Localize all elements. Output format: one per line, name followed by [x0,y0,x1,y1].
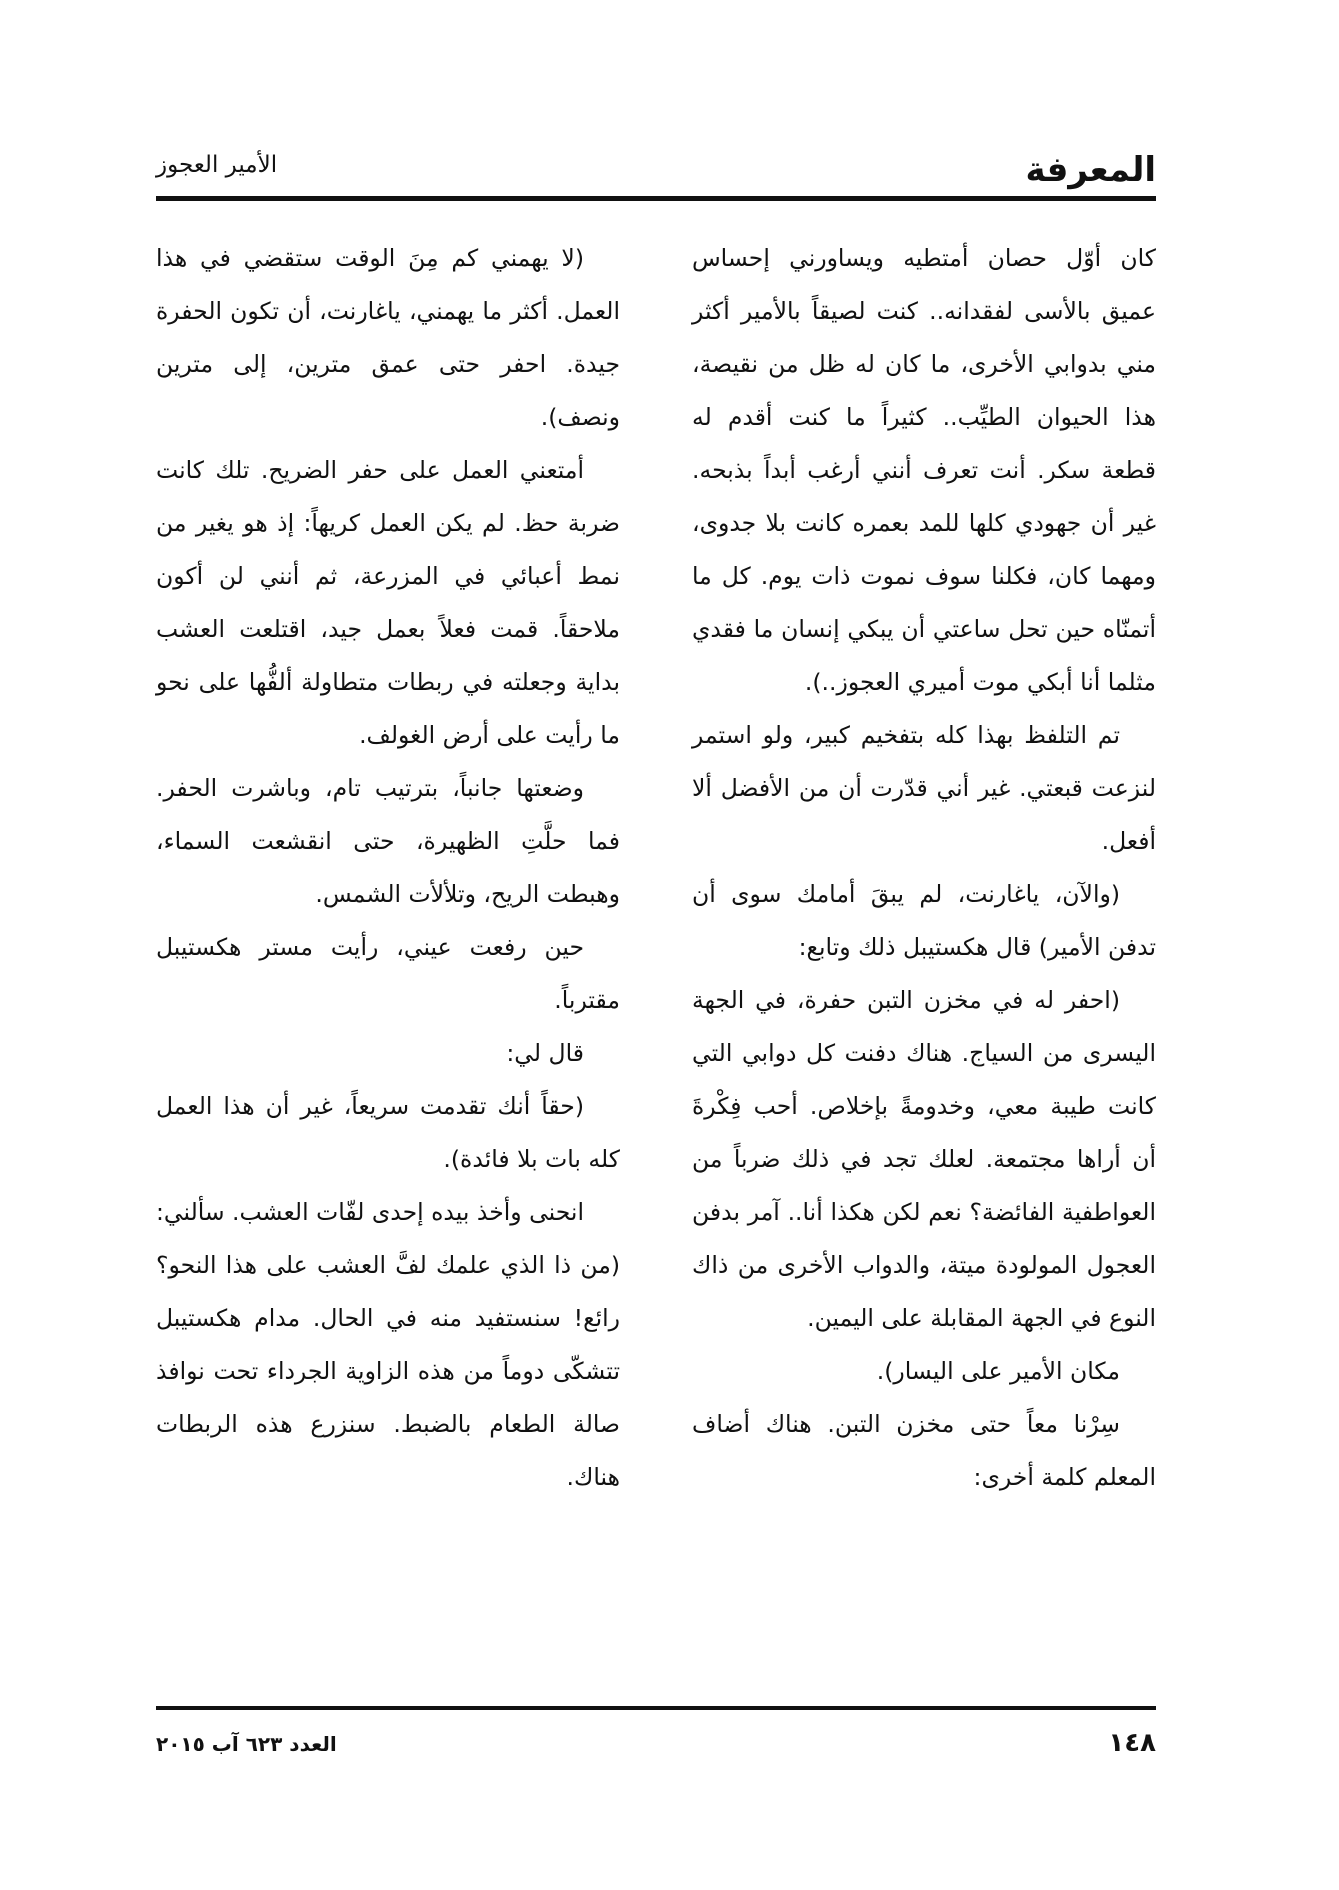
page-number: ١٤٨ [1108,1728,1156,1758]
paragraph: قال لي: [506,1039,584,1067]
paragraph: (احفر له في مخزن التبن حفرة، في الجهة اليسرى من السياج. هناك دفنت كل دوابي التي كانت طيبة معي، وخدومةً بإخلاص. أحب فِكْرةَ أن أراها مجتمعة. لعلك تجد في ذلك ضرباً من العواطفية الفائضة؟ نعم لكن هكذا أنا.. آمر بدفن العجول المولودة ميتة، والدواب الأخرى من ذاك النوع في الجهة المقابلة على اليمين. [692,986,1156,1332]
paragraph: كان أوّل حصان أمتطيه ويساورني إحساس عميق بالأسى لفقدانه.. كنت لصيقاً بالأمير أكثر مني بدوابي الأخرى، ما كان له ظل من نقيصة، هذا الحيوان الطيِّب.. كثيراً ما كنت أقدم له قطعة سكر. أنت تعرف أنني أرغب أبداً بذبحه. غير أن جهودي كلها للمد بعمره كانت بلا جدوى، ومهما كان، فكلنا سوف نموت ذات يوم. كل ما أتمنّاه حين تحل ساعتي أن يبكي إنسان ما فقدي مثلما أنا أبكي موت أميري العجوز..). [692,244,1156,696]
page-footer [156,1728,1156,1768]
header-rule [156,196,1156,201]
running-article-title: الأمير العجوز [156,152,278,178]
issue-info: العدد ٦٢٣ آب ٢٠١٥ [156,1732,337,1756]
paragraph: وضعتها جانباً، بترتيب تام، وباشرت الحفر. فما حلَّتِ الظهيرة، حتى انقشعت السماء، وهبطت الريح، وتلألأت الشمس. [156,774,620,908]
magazine-logo: المعرفة [1025,150,1156,190]
paragraph: (والآن، ياغارنت، لم يبقَ أمامك سوى أن تدفن الأمير) قال هكستيبل ذلك وتابع: [692,880,1156,961]
paragraph: (لا يهمني كم مِنَ الوقت ستقضي في هذا العمل. أكثر ما يهمني، ياغارنت، أن تكون الحفرة جيدة. احفر حتى عمق مترين، إلى مترين ونصف). [156,244,620,431]
paragraph: (حقاً أنك تقدمت سريعاً، غير أن هذا العمل كله بات بلا فائدة). [156,1092,620,1173]
paragraph: (من ذا الذي علمك لفَّ العشب على هذا النحو؟ رائع! سنستفيد منه في الحال. مدام هكستيبل تتشكّى دوماً من هذه الزاوية الجرداء تحت نوافذ صالة الطعام بالضبط. سنزرع هذه الربطات هناك. [156,1251,620,1491]
paragraph: حين رفعت عيني، رأيت مستر هكستيبل مقترباً. [156,933,620,1014]
paragraph: انحنى وأخذ بيده إحدى لفّات العشب. سألني: [155,1198,584,1226]
text-column-left [156,232,620,1504]
footer-rule [156,1706,1156,1710]
paragraph: أمتعني العمل على حفر الضريح. تلك كانت ضربة حظ. لم يكن العمل كريهاً: إذ هو يغير من نمط أعبائي في المزرعة، ثم أنني لن أكون ملاحقاً. قمت فعلاً بعمل جيد، اقتلعت العشب بداية وجعلته في ربطات متطاولة ألفُّها على نحو ما رأيت على أرض الغولف. [156,456,620,749]
paragraph: سِرْنا معاً حتى مخزن التبن. هناك أضاف المعلم كلمة أخرى: [692,1410,1156,1491]
page-header [156,140,1156,192]
paragraph: تم التلفظ بهذا كله بتفخيم كبير، ولو استمر لنزعت قبعتي. غير أني قدّرت أن من الأفضل ألا أفعل. [692,721,1156,855]
text-column-right [692,232,1156,1504]
paragraph: مكان الأمير على اليسار). [876,1357,1120,1385]
